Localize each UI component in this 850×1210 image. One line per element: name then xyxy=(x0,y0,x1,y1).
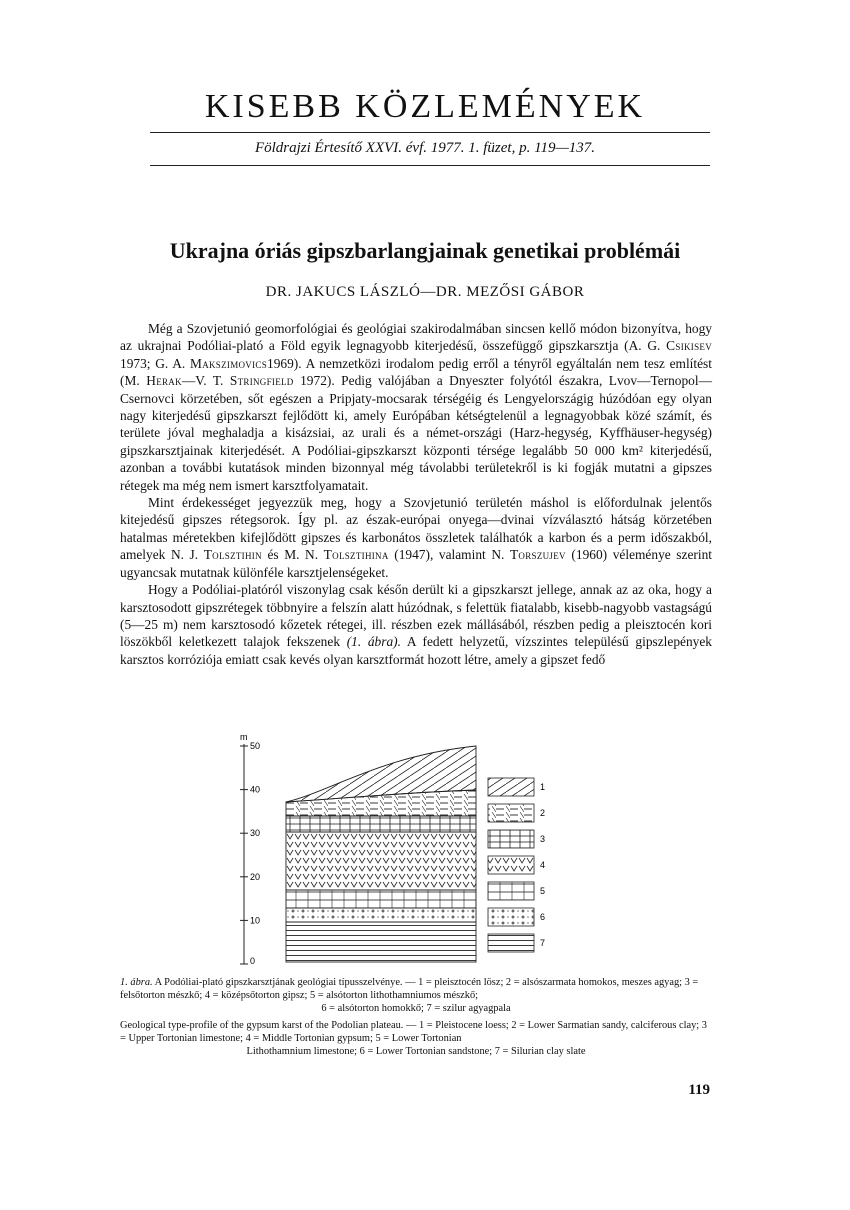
figure-label: 1. ábra. xyxy=(120,977,153,988)
page-number: 119 xyxy=(688,1082,710,1098)
text-run: 1973; G. A. xyxy=(120,355,186,371)
legend-label-4: 4 xyxy=(540,860,546,870)
text-run: Mint érdekességet jegyezzük meg, hogy a Szovjetunió területén máshol is előfordulnak jelentős kitejedésű gipszes rétegsorok. Így pl. az észak-európai onyega—dvinai vízválasztó hátság körzetében hatalmas méretekben kifejlődött gipszes és karbonátos összletek találhatók a karbon és a perm időszakból, amelyek N. J. xyxy=(120,495,712,563)
axis-tick-label: 0 xyxy=(250,956,256,966)
text-run: és M. N. xyxy=(267,547,319,563)
layer-5-lithothamnium xyxy=(286,890,476,908)
axis-tick-label: 40 xyxy=(250,784,261,795)
article-body xyxy=(120,320,712,668)
legend-swatch-6 xyxy=(488,908,534,926)
text-run: Hogy a Podóliai-platóról viszonylag csak későn derült ki a gipszkarszt jellege, annak az az oka, hogy a karsztosodott gipszrétegek többnyire a felszín alatt húzódnak, s felettük fiatalabb, kisebb-nagyobb vastagságú (5—25 m) nem karsztosodó kőzetek rétegei, ill. részben ezek mállásából, részben pedig a pleisztocén kori löszökből keletkezett talajok fekszenek xyxy=(120,582,712,650)
paragraph-1 xyxy=(120,320,712,494)
author-name: Torszujev xyxy=(509,547,566,563)
legend-label-5: 5 xyxy=(540,886,546,896)
header-rule-bottom xyxy=(150,165,710,166)
legend-label-2: 2 xyxy=(540,808,546,818)
legend-label-6: 6 xyxy=(540,912,546,922)
header-rule-top xyxy=(150,132,710,133)
author-name: Tolsztihina xyxy=(323,547,389,563)
section-title: KISEBB KÖZLEMÉNYEK xyxy=(204,88,646,125)
legend-swatch-2 xyxy=(488,804,534,822)
geological-profile-figure xyxy=(230,728,590,968)
axis-unit-label: m xyxy=(240,732,248,742)
text-run: Még a Szovjetunió geomorfológiai és geológiai szakirodalmában sincsen kellő módon bizonyítva, hogy az ukrajnai Podóliai-plató a Föld egyik legnagyobb kiterjedésű, összefüggő gipszkarsztja (A. G. xyxy=(120,321,712,354)
author-name: Tolsztihin xyxy=(203,547,262,563)
text-run: 1972). Pedig valójában a Dnyeszter folyótól északra, Lvov—Ternopol—Csernovci körzetében, sőt egészen a Pripjaty-mocsarak térségéig és Lengyelországig húzódóan egy olyan nagy kiterjedésű gipszkarszt fejlődött ki, amely Európában kétségtelenül a legnagyobbak közé számít, és területe jóval meghaladja a kisázsiai, az urali és a német-országi (Harz-hegység, Kyffhäuser-hegység) gipszkarsztjainak kiterjedését. A Podóliai-gipszkarszt központi térsége legalább 50 000 km² kiterjedésű, azonban a további kutatások minden bizonnyal még távolabbi területekről is ki fogják mutatni a gipszes rétegek ma még nem ismert karsztfolyamatait. xyxy=(120,373,712,493)
layer-4-gypsum xyxy=(286,832,476,890)
caption-text-line2: Lithothamnium limestone; 6 = Lower Tortonian sandstone; 7 = Silurian clay slate xyxy=(246,1046,586,1057)
caption-text-line2: 6 = alsótorton homokkő; 7 = szilur agyagpala xyxy=(321,1003,511,1014)
axis-ticks xyxy=(240,741,260,966)
figure-caption-english xyxy=(120,1019,712,1058)
layer-7-slate xyxy=(286,922,476,962)
layer-6-sandstone xyxy=(286,908,476,922)
legend-label-1: 1 xyxy=(540,782,546,792)
axis-tick-label: 10 xyxy=(250,915,261,926)
paragraph-3 xyxy=(120,581,712,668)
layer-3-limestone xyxy=(286,816,476,832)
legend-swatch-5 xyxy=(488,882,534,900)
legend-label-7: 7 xyxy=(540,938,546,948)
journal-citation: Földrajzi Értesítő XXVI. évf. 1977. 1. füzet, p. 119—137. xyxy=(254,140,596,156)
text-run: (1947), valamint N. xyxy=(394,547,505,563)
text-run: —V. T. xyxy=(181,373,224,389)
text-run: (1960) véleménye szerint ugyancsak mutatnak különféle karsztjelenségeket. xyxy=(120,547,712,580)
text-run: A fedett helyzetű, vízszintes településű gipszlepények karsztos korróziója emiatt csak kevés olyan karsztformát hozott létre, amely a gipszet fedő xyxy=(120,634,712,667)
author-name: Makszimovics xyxy=(189,355,267,371)
axis-tick-label: 30 xyxy=(250,828,261,839)
author-name: Herak xyxy=(146,373,182,389)
legend-swatch-7 xyxy=(488,934,534,952)
author-name: Csikisev xyxy=(666,338,712,354)
figure-reference: (1. ábra). xyxy=(346,634,401,650)
caption-text: Geological type-profile of the gypsum karst of the Podolian plateau. — 1 = Pleistocene loess; 2 = Lower Sarmatian sandy, calciferous clay; 3 = Upper Tortonian limestone; 4 = Middle Tortonian gypsum; 5 = Lower Tortonian xyxy=(120,1020,707,1044)
text-run: 1969). A nemzetközi irodalom pedig erről a tényről egyáltalán nem tesz említést (M. xyxy=(120,355,712,389)
article-authors: DR. JAKUCS LÁSZLÓ—DR. MEZŐSI GÁBOR xyxy=(265,284,585,300)
caption-text: A Podóliai-plató gipszkarsztjának geológiai típusszelvénye. — 1 = pleisztocén lösz; 2 = alsószarmata homokos, meszes agyag; 3 = felsőtorton mészkő; 4 = középsőtorton gipsz; 5 = alsótorton lithothamniumos mészkő; xyxy=(120,977,699,1001)
legend-swatch-1 xyxy=(488,778,534,796)
axis-tick-label: 50 xyxy=(250,741,261,751)
axis-tick-label: 20 xyxy=(250,871,261,882)
paragraph-2 xyxy=(120,494,712,581)
legend-swatch-3 xyxy=(488,830,534,848)
legend-swatch-4 xyxy=(488,856,534,874)
article-title: Ukrajna óriás gipszbarlangjainak genetikai problémái xyxy=(169,238,681,263)
figure-caption-hungarian xyxy=(120,976,712,1015)
author-name: Stringfield xyxy=(229,373,294,389)
legend-label-3: 3 xyxy=(540,834,546,844)
